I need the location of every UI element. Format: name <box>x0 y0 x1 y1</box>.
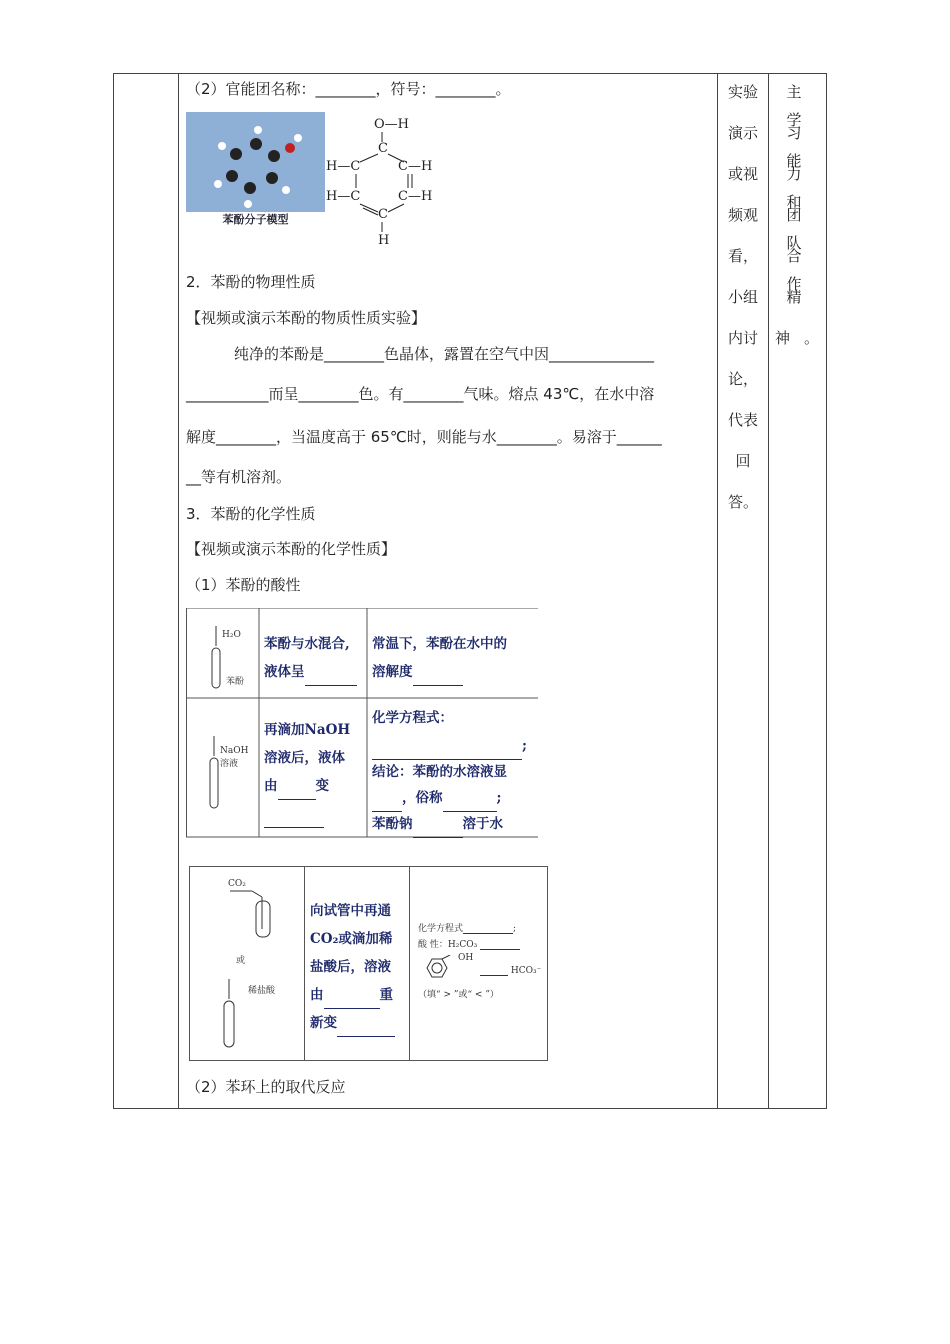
physical-exp-label: 【视频或演示苯酚的物质性质实验】 <box>186 309 427 327</box>
apparatus-drawing <box>190 867 304 1057</box>
alias-label: ，俗称 <box>402 790 443 806</box>
activity-column <box>718 78 768 529</box>
cell-sol-b: 溶解度 <box>372 664 413 680</box>
fill-hint: （填“ > ”或“ < ”） <box>418 990 499 1000</box>
phenol-label: 苯酚 <box>226 677 245 687</box>
col-divider <box>409 867 410 1060</box>
blank <box>413 817 463 838</box>
dissolve-label: 溶于水 <box>462 816 503 832</box>
physical-props-p3: 解度________，当温度高于 65℃时，则能与水________。易溶于______ <box>186 428 662 446</box>
cell-naoh-c: 由 <box>264 778 278 794</box>
activity-line: 演示 <box>727 124 758 142</box>
goal-line: 习能 <box>786 124 816 170</box>
semicolon: ; <box>513 924 517 934</box>
naoh-label: NaOH 溶液 <box>220 746 249 769</box>
goal-line: 团队 <box>786 206 816 252</box>
benzene-ring-icon <box>422 955 462 985</box>
co2-text-d: 由 <box>310 987 324 1003</box>
equation-label: 化学方程式： <box>372 710 453 726</box>
activity-line: 小组 <box>727 288 758 306</box>
cell-naoh-b: 溶液后，液体 <box>264 750 345 766</box>
svg-text:C: C <box>378 141 388 156</box>
model-caption: 苯酚分子模型 <box>186 212 325 228</box>
co2-text-e: 重 <box>379 987 393 1003</box>
co2-table <box>189 866 548 1061</box>
blank <box>463 923 513 934</box>
chemical-props-heading: 3．苯酚的化学性质 <box>186 505 316 523</box>
activity-line: 实验 <box>727 83 758 101</box>
blank <box>443 791 497 812</box>
physical-props-heading: 2．苯酚的物理性质 <box>186 273 316 291</box>
or-label: 或 <box>236 956 246 966</box>
svg-text:H: H <box>378 233 390 248</box>
semicolon: ; <box>496 790 502 806</box>
acidity-heading: （1）苯酚的酸性 <box>186 576 301 594</box>
svg-text:H—C: H—C <box>326 189 361 204</box>
activity-line: 代表 <box>727 411 758 429</box>
blank <box>480 965 508 976</box>
conclusion-label: 结论：苯酚的水溶液显 <box>372 764 507 780</box>
svg-text:O—H: O—H <box>374 117 409 132</box>
svg-text:C—H: C—H <box>398 189 433 204</box>
cell-naoh-d: 变 <box>315 778 329 794</box>
cell-mix-b: 液体呈 <box>264 664 305 680</box>
functional-group-line: （2）官能团名称：________，符号：________。 <box>186 80 511 98</box>
molecule-model-image <box>186 112 325 212</box>
physical-props-p2: ___________而呈________色。有________气味。熔点 43℃，在水中溶 <box>186 385 655 403</box>
blank <box>413 665 463 686</box>
co2-label: CO₂ <box>228 879 246 889</box>
semicolon: ; <box>522 738 527 754</box>
blank <box>372 791 402 812</box>
cell-mix-a: 苯酚与水混合, <box>264 636 350 652</box>
activity-line: 回 <box>735 452 751 470</box>
blank <box>264 807 324 828</box>
acidity-h2co3: 酸 性：H₂CO₃ <box>418 940 478 950</box>
physical-props-p4: __等有机溶剂。 <box>186 468 292 486</box>
main-content <box>178 74 718 1108</box>
svg-text:H—C: H—C <box>326 159 361 174</box>
col-divider <box>304 867 305 1060</box>
physical-props-p1: 纯净的苯酚是________色晶体，露置在空气中因______________ <box>234 345 655 363</box>
co2-text-c: 盐酸后，溶液 <box>310 959 391 975</box>
activity-line: 看， <box>727 247 758 265</box>
phenol-model-photo <box>186 112 325 228</box>
equation-label-2: 化学方程式 <box>418 924 464 934</box>
hcl-label: 稀盐酸 <box>248 986 276 996</box>
blank <box>324 988 380 1009</box>
acidity-table <box>186 608 538 838</box>
substitution-heading: （2）苯环上的取代反应 <box>186 1078 346 1096</box>
blank <box>480 939 520 950</box>
blank <box>372 739 522 760</box>
lesson-table <box>113 73 834 1109</box>
co2-text-f: 新变 <box>310 1015 337 1031</box>
blank <box>337 1016 395 1037</box>
water-label: H₂O <box>222 630 241 640</box>
svg-text:C: C <box>378 207 388 222</box>
cell-naoh-a: 再滴加NaOH <box>264 722 351 738</box>
activity-line: 论， <box>727 370 758 388</box>
activity-line: 内讨 <box>727 329 758 347</box>
goal-column <box>769 78 834 365</box>
goal-line: 主学 <box>786 83 816 129</box>
co2-text-b: CO₂或滴加稀 <box>310 931 393 947</box>
goal-line: 精 <box>786 288 816 306</box>
activity-line: 或视 <box>727 165 758 183</box>
hco3-label: HCO₃⁻ <box>510 966 542 976</box>
goal-line: 神。 <box>775 329 834 347</box>
phenol-structure-diagram <box>326 114 446 254</box>
blank <box>278 779 316 800</box>
activity-line: 答。 <box>727 493 758 511</box>
cell-sol-a: 常温下，苯酚在水中的 <box>372 636 507 652</box>
svg-text:C—H: C—H <box>398 159 433 174</box>
co2-text-a: 向试管中再通 <box>310 903 391 919</box>
sodium-phenoxide-label: 苯酚钠 <box>372 816 413 832</box>
oh-label: OH <box>458 953 474 963</box>
chemical-exp-label: 【视频或演示苯酚的化学性质】 <box>186 540 397 558</box>
activity-line: 频观 <box>727 206 758 224</box>
goal-line: 力和 <box>786 165 816 211</box>
goal-line: 合作 <box>786 247 816 293</box>
blank <box>305 665 357 686</box>
